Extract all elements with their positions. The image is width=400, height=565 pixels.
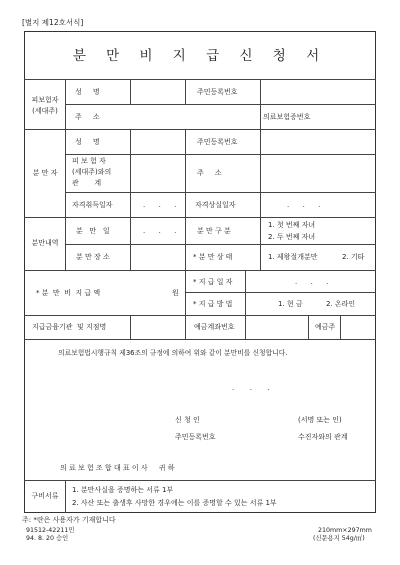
qualification-lost-date[interactable]: . . . — [287, 201, 321, 209]
form-code: 91512-42211민 — [26, 527, 75, 534]
divider — [65, 79, 66, 270]
divider — [185, 79, 186, 104]
divider — [65, 154, 376, 155]
qualification-acquired-date[interactable]: . . . — [143, 201, 177, 209]
divider — [340, 315, 341, 339]
divider — [130, 129, 131, 270]
form-title: 분 만 비 지 급 신 청 서 — [72, 48, 328, 64]
divider — [185, 129, 186, 339]
divider — [24, 270, 376, 271]
divider — [130, 79, 131, 104]
divider — [24, 339, 376, 340]
form-number: [별지 제12호서식] — [22, 18, 84, 27]
divider — [130, 315, 131, 339]
divider — [24, 79, 376, 80]
birth-type-label: 분 만 구 분 — [197, 227, 231, 235]
payment-method-cash[interactable]: 1. 현 금 — [278, 300, 303, 308]
mother-rrn-label: 주민등록번호 — [197, 138, 238, 146]
divider — [65, 244, 376, 245]
divider — [65, 480, 66, 513]
signature-label: (서명 또는 인) — [298, 416, 342, 424]
payment-date-label: * 지 급 일 자 — [193, 278, 233, 286]
footer-note: 주: *란은 사용자가 기재합니다 — [22, 516, 116, 524]
account-holder-label: 예금주 — [315, 323, 336, 331]
birth-place-label: 분 만 장 소 — [76, 253, 110, 261]
divider — [24, 480, 376, 481]
payment-amount-label: * 분 만 비 지 급 액 — [36, 289, 101, 297]
approval-date: 94. 8. 20 승인 — [26, 535, 69, 542]
insured-address-label: 주 소 — [75, 113, 100, 121]
divider — [24, 315, 376, 316]
relation-label: 피 보 험 자 (세대주)와의 관 계 — [72, 157, 112, 187]
mother-section-label: 분 만 자 — [32, 169, 58, 177]
payment-amount-unit: 원 — [172, 289, 179, 297]
insured-section-label: 피보험자 (세대주) — [31, 96, 59, 115]
divider — [65, 192, 376, 193]
birth-status-label: * 분 만 상 태 — [193, 253, 233, 261]
qualification-acquired-label: 자격취득일자 — [72, 201, 113, 209]
applicant-label: 신 청 인 — [175, 416, 200, 424]
application-date[interactable]: . . . — [232, 384, 270, 392]
birth-type-option-2[interactable]: 2. 두 번째 자녀 — [268, 233, 316, 241]
account-number-label: 예금계좌번호 — [194, 323, 235, 331]
insured-rrn-label: 주민등록번호 — [197, 88, 238, 96]
payment-date-value[interactable]: . . . — [295, 278, 329, 286]
recipient: 의 료 보 험 조 합 대 표 이 사 귀 하 — [60, 464, 175, 472]
payment-method-label: * 지 급 방 법 — [193, 300, 233, 308]
divider — [24, 129, 376, 130]
divider — [308, 315, 309, 339]
bank-label: 지급금융기관 및 지점명 — [32, 323, 107, 331]
documents-label: 구비서류 — [31, 492, 59, 500]
divider — [65, 104, 376, 105]
divider — [260, 192, 261, 270]
birth-status-option-2[interactable]: 2. 기타 — [342, 253, 365, 261]
document-item-2: 2. 사산 또는 출생후 사망한 경우에는 이를 증명할 수 있는 서류 1부 — [72, 499, 277, 507]
application-statement: 의료보험법시행규칙 제36조의 규정에 의하여 위와 같이 분만비를 신청합니다. — [58, 349, 288, 357]
divider — [260, 79, 261, 192]
relation-to-patient-label: 수진자와의 관계 — [298, 433, 348, 441]
payment-method-online[interactable]: 2. 온라인 — [326, 300, 356, 308]
divider — [185, 292, 376, 293]
birth-status-option-1[interactable]: 1. 제왕절개분만 — [268, 253, 318, 261]
qualification-lost-label: 자격상실일자 — [195, 201, 236, 209]
mother-address-label: 주 소 — [197, 169, 222, 177]
document-item-1: 1. 분만사실을 증명하는 서류 1부 — [72, 486, 174, 494]
birth-date-value[interactable]: . . . — [143, 227, 177, 235]
divider — [24, 217, 376, 218]
paper-type: (신문용지 54g/㎡) — [313, 535, 365, 542]
birth-section-label: 분만내역 — [31, 239, 59, 247]
paper-size: 210mm×297mm — [318, 527, 372, 534]
insurance-cert-label: 의료보험증번호 — [263, 113, 311, 121]
birth-type-option-1[interactable]: 1. 첫 번째 자녀 — [268, 221, 316, 229]
applicant-rrn-label: 주민등록번호 — [175, 433, 216, 441]
mother-name-label: 성 명 — [75, 138, 100, 146]
insured-name-label: 성 명 — [75, 88, 100, 96]
divider — [245, 270, 246, 339]
birth-date-label: 분 만 일 — [76, 227, 110, 235]
